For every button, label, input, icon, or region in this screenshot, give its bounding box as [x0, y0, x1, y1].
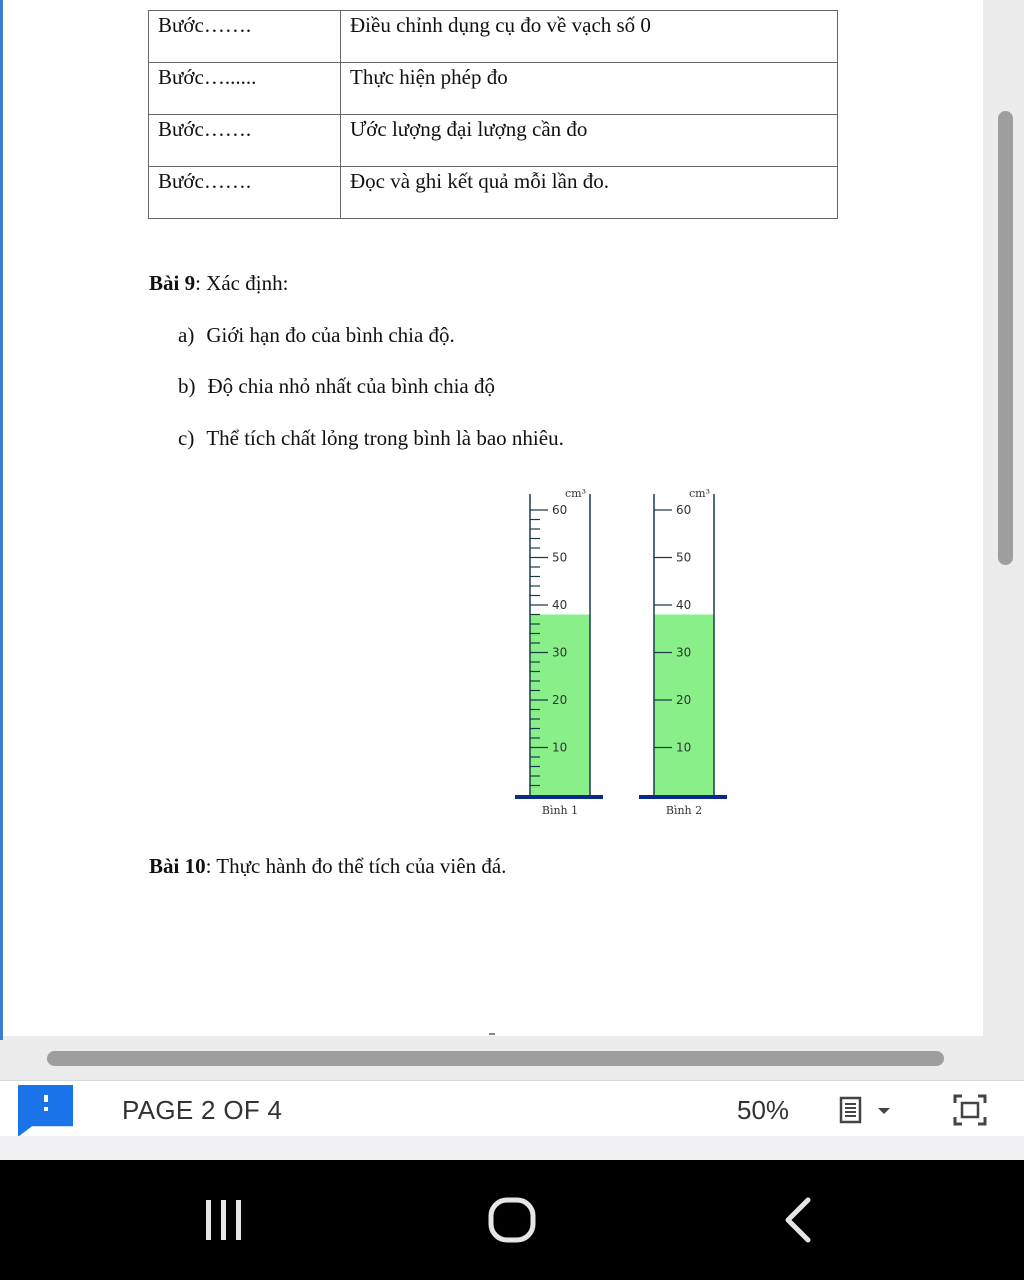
- list-marker: b): [178, 374, 196, 398]
- recent-apps-icon: [198, 1198, 250, 1242]
- list-item: [178, 374, 495, 399]
- fit-screen-icon: [952, 1093, 988, 1127]
- tick-label: 10: [552, 740, 568, 755]
- table-row: [149, 63, 838, 115]
- exercise-10-heading: [149, 854, 506, 879]
- list-marker: a): [178, 323, 195, 347]
- chevron-down-icon: [878, 1108, 890, 1114]
- list-item: [178, 323, 455, 348]
- back-button[interactable]: [778, 1196, 818, 1244]
- list-item-text: Giới hạn đo của bình chia độ.: [206, 323, 455, 347]
- document-view-icon: [836, 1093, 896, 1127]
- exercise-9-heading: [149, 271, 288, 296]
- comment-button[interactable]: [18, 1085, 74, 1137]
- exercise-9-text: : Xác định:: [195, 271, 289, 295]
- tick-label: 60: [676, 503, 692, 517]
- status-divider: [0, 1136, 1024, 1160]
- horizontal-scrollbar[interactable]: [47, 1051, 944, 1066]
- zoom-level[interactable]: 50%: [737, 1095, 790, 1125]
- exercise-9-label: Bài 9: [149, 271, 196, 295]
- tick-label: 40: [676, 598, 692, 612]
- comment-icon: [18, 1085, 74, 1137]
- table-row: [149, 167, 838, 219]
- unit-label: cm³: [565, 487, 587, 500]
- android-navigation-bar: [0, 1160, 1024, 1280]
- step-cell: Bước…….: [149, 167, 341, 219]
- list-item-text: Thể tích chất lỏng trong bình là bao nhiêu.: [206, 426, 564, 450]
- view-mode-button[interactable]: [836, 1093, 896, 1127]
- unit-label: cm³: [689, 487, 711, 500]
- exercise-10-text: : Thực hành đo thể tích của viên đá.: [205, 854, 507, 878]
- tick-label: 20: [552, 693, 568, 707]
- cylinder-label: Bình 2: [665, 804, 703, 817]
- list-item-text: Độ chia nhỏ nhất của bình chia độ: [207, 374, 495, 398]
- tick-label: 20: [676, 693, 692, 707]
- fit-to-screen-button[interactable]: [952, 1093, 988, 1127]
- graduated-cylinders-figure: [500, 480, 740, 825]
- vertical-scrollbar[interactable]: [998, 111, 1013, 565]
- tick-label: 40: [552, 598, 568, 612]
- steps-table: [148, 10, 838, 219]
- step-description-cell: Ước lượng đại lượng cần đo: [341, 115, 838, 167]
- home-icon: [486, 1196, 538, 1244]
- page-separator: [489, 1033, 495, 1035]
- tick-label: 10: [676, 740, 692, 755]
- back-icon: [778, 1196, 818, 1244]
- page-indicator: PAGE 2 OF 4: [122, 1095, 283, 1125]
- step-description-cell: Đọc và ghi kết quả mỗi lần đo.: [341, 167, 838, 219]
- tick-label: 30: [676, 645, 692, 660]
- step-cell: Bước…….: [149, 115, 341, 167]
- tick-label: 50: [552, 550, 568, 565]
- step-cell: Bước…......: [149, 63, 341, 115]
- step-description-cell: Thực hiện phép đo: [341, 63, 838, 115]
- step-description-cell: Điều chỉnh dụng cụ đo về vạch số 0: [341, 11, 838, 63]
- tick-label: 30: [552, 645, 568, 660]
- status-bar: [0, 1080, 1024, 1136]
- tick-label: 60: [552, 503, 568, 517]
- tick-label: 50: [676, 550, 692, 565]
- page-edge: [0, 0, 3, 1040]
- table-row: [149, 11, 838, 63]
- recent-apps-button[interactable]: [198, 1198, 250, 1242]
- exercise-10-label: Bài 10: [149, 854, 206, 878]
- list-marker: c): [178, 426, 195, 450]
- table-row: [149, 115, 838, 167]
- step-cell: Bước…….: [149, 11, 341, 63]
- home-button[interactable]: [486, 1196, 538, 1244]
- list-item: [178, 426, 564, 451]
- cylinder-label: Bình 1: [541, 804, 579, 817]
